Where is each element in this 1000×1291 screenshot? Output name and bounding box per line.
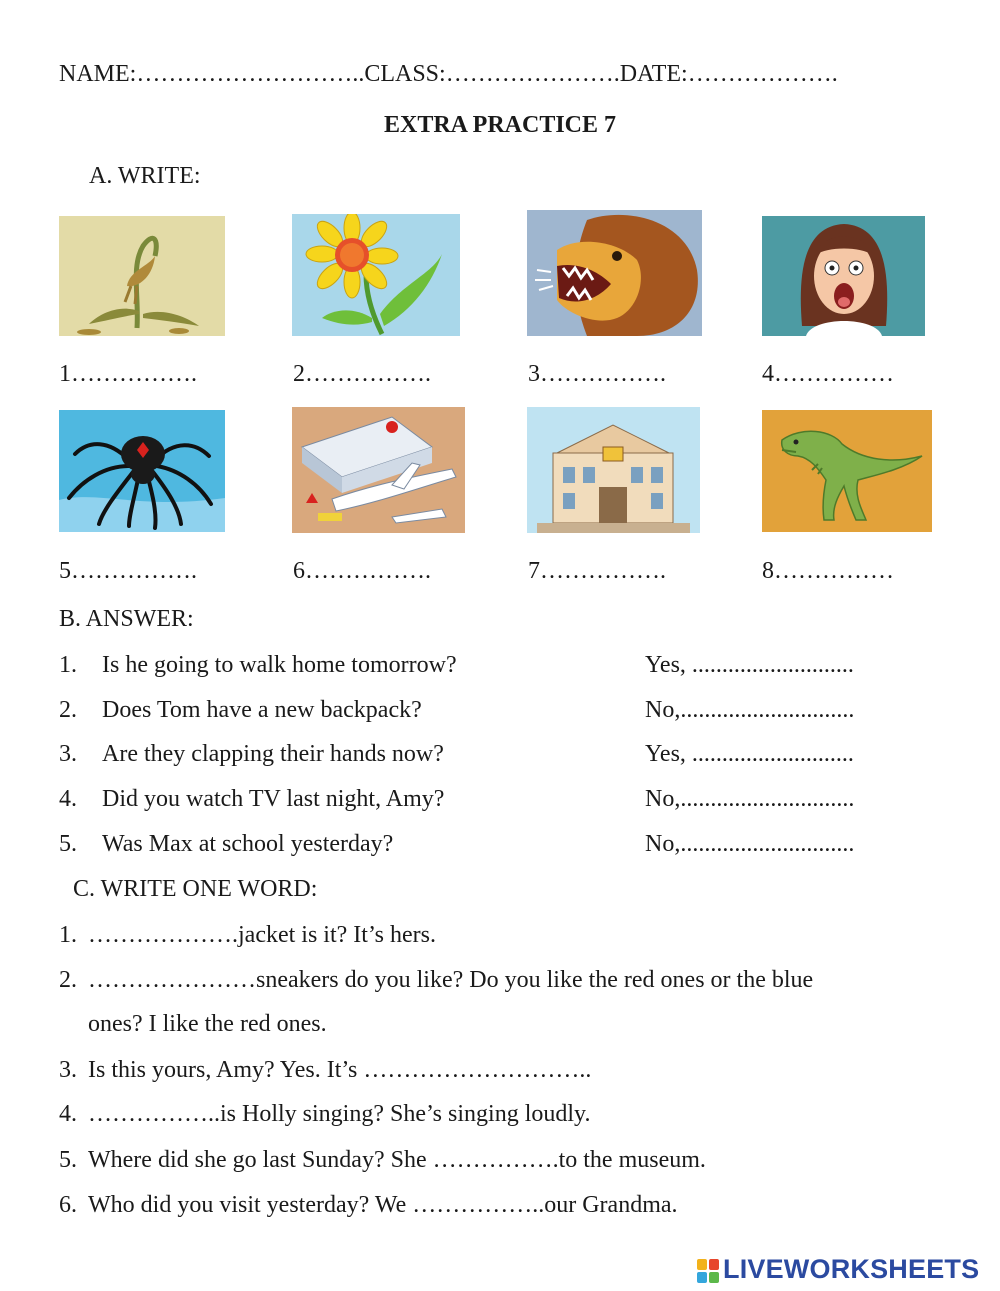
question-number: 3. [59,741,77,767]
fill-sentence: Is this yours, Amy? Yes. It’s ……………………….. [88,1057,592,1083]
write-item-4: 4…………… [762,361,894,387]
section-b-heading: B. ANSWER: [59,606,194,632]
write-item-6: 6……………. [293,558,431,584]
fill-sentence: Who did you visit yesterday? We ……………..our Grandma. [88,1192,678,1218]
write-item-1: 1……………. [59,361,197,387]
name-class-date-line: NAME:………………………..CLASS:………………….DATE:………………. [59,61,838,87]
question-text: Does Tom have a new backpack? [102,697,422,723]
fill-number: 5. [59,1147,77,1173]
fill-sentence: Where did she go last Sunday? She …………….to the museum. [88,1147,706,1173]
answer-blank: No,............................. [645,697,855,723]
black-spider-image [59,410,225,532]
green-dinosaur-image [762,410,932,532]
question-number: 4. [59,786,77,812]
question-text: Is he going to walk home tomorrow? [102,652,457,678]
fill-sentence: …………………sneakers do you like? Do you like the red ones or the blue [88,967,814,993]
fill-number: 2. [59,967,77,993]
liveworksheets-logo[interactable] [697,1255,997,1287]
answer-blank: Yes, ........................... [645,652,854,678]
question-number: 1. [59,652,77,678]
wilted-flower-image [59,216,225,336]
liveworksheets-brand: LIVEWORKSHEETS [723,1254,980,1284]
write-item-3: 3……………. [528,361,666,387]
section-c-heading: C. WRITE ONE WORD: [73,876,318,902]
roaring-lion-image [527,210,702,336]
fill-sentence: ……………….jacket is it? It’s hers. [88,922,436,948]
museum-building-image [527,407,700,533]
worksheet-title: EXTRA PRACTICE 7 [383,112,617,138]
write-item-2: 2……………. [293,361,431,387]
fill-number: 4. [59,1101,77,1127]
fill-number: 6. [59,1192,77,1218]
liveworksheets-cube-icon [697,1259,719,1283]
question-text: Was Max at school yesterday? [102,831,394,857]
section-a-heading: A. WRITE: [89,163,201,189]
write-item-7: 7……………. [528,558,666,584]
fill-number: 3. [59,1057,77,1083]
write-item-5: 5……………. [59,558,197,584]
question-number: 2. [59,697,77,723]
fill-sentence-continuation: ones? I like the red ones. [88,1011,327,1037]
write-item-8: 8…………… [762,558,894,584]
question-number: 5. [59,831,77,857]
answer-blank: Yes, ........................... [645,741,854,767]
answer-blank: No,............................. [645,786,855,812]
fill-sentence: ……………..is Holly singing? She’s singing loudly. [88,1101,591,1127]
model-airplane-kit-image [292,407,465,533]
yellow-flower-image [292,214,460,336]
question-text: Did you watch TV last night, Amy? [102,786,445,812]
question-text: Are they clapping their hands now? [102,741,444,767]
fill-number: 1. [59,922,77,948]
scared-girl-image [762,216,925,336]
answer-blank: No,............................. [645,831,855,857]
